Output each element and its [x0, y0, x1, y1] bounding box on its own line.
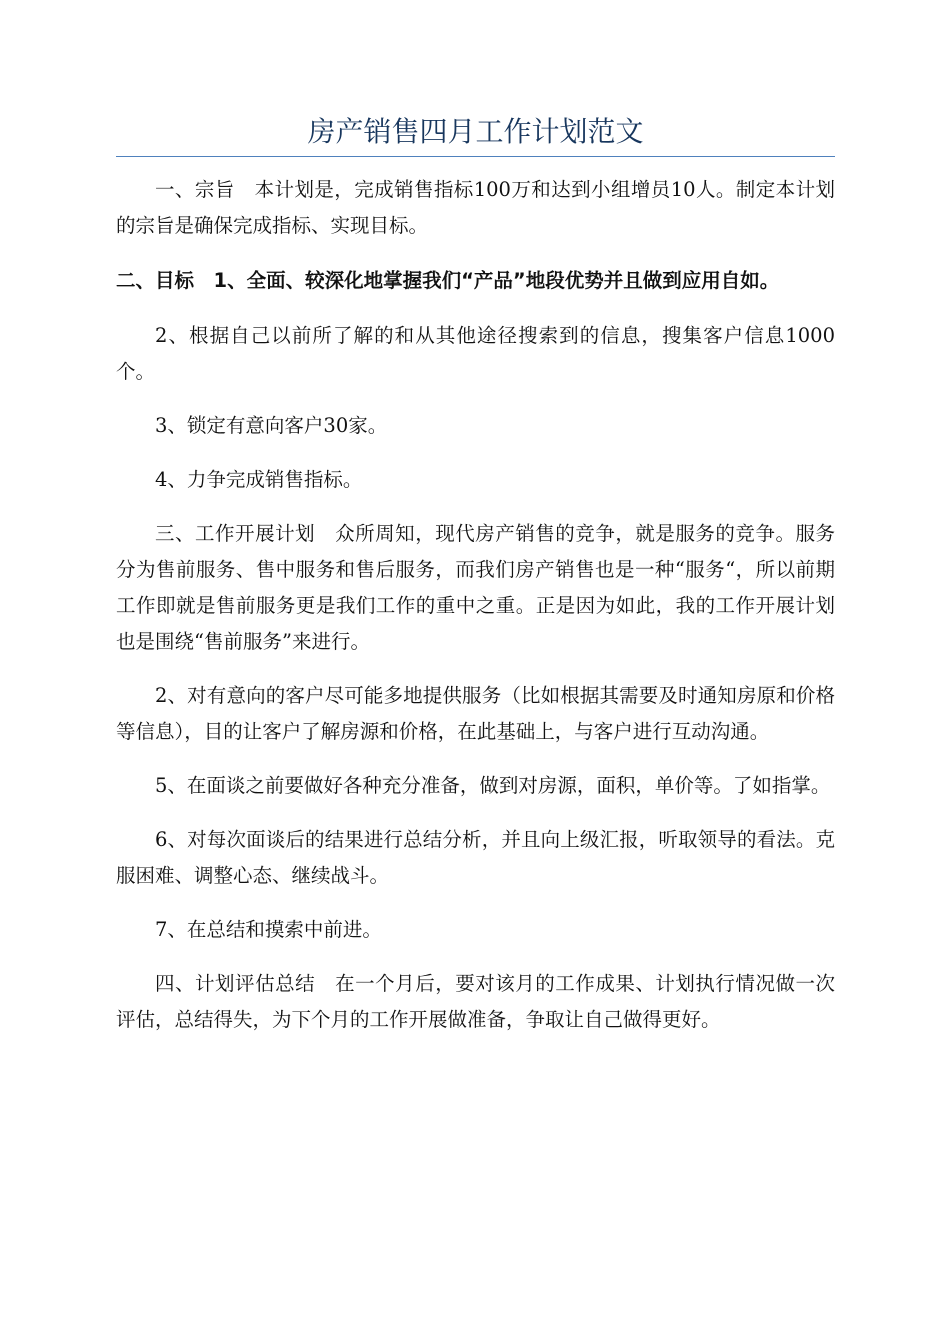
- paragraph-plan-2: 2、对有意向的客户尽可能多地提供服务（比如根据其需要及时通知房原和价格等信息），目的让客户了解房源和价格，在此基础上，与客户进行互动沟通。: [116, 684, 835, 743]
- paragraph-goal-4: 4、力争完成销售指标。: [155, 468, 363, 491]
- paragraph-goal-3: 3、锁定有意向客户30家。: [155, 414, 388, 437]
- paragraph-evaluation: 四、计划评估总结 在一个月后，要对该月的工作成果、计划执行情况做一次评估，总结得失，为下个月的工作开展做准备，争取让自己做得更好。: [116, 972, 835, 1031]
- paragraph-goal-2: 2、根据自己以前所了解的和从其他途径搜索到的信息，搜集客户信息1000个。: [116, 324, 835, 383]
- paragraph-work-plan: 三、工作开展计划 众所周知，现代房产销售的竞争，就是服务的竞争。服务分为售前服务、售中服务和售后服务，而我们房产销售也是一种“服务“，所以前期工作即就是售前服务更是我们工作的重中之重。正是因为如此，我的工作开展计划也是围绕“售前服务”来进行。: [116, 522, 835, 653]
- paragraph-plan-7: 7、在总结和摸索中前进。: [155, 918, 382, 941]
- paragraph-plan-5: 5、在面谈之前要做好各种充分准备，做到对房源，面积，单价等。了如指掌。: [155, 774, 831, 797]
- document-body: [116, 172, 835, 1056]
- title-block: [116, 112, 835, 157]
- page-title: 房产销售四月工作计划范文: [307, 115, 644, 148]
- paragraph-plan-6: 6、对每次面谈后的结果进行总结分析，并且向上级汇报，听取领导的看法。克服困难、调整心态、继续战斗。: [116, 828, 835, 887]
- paragraph-purpose: 一、宗旨 本计划是，完成销售指标100万和达到小组增员10人。制定本计划的宗旨是确保完成指标、实现目标。: [116, 178, 835, 237]
- paragraph-goals-heading: 二、目标 1、全面、较深化地掌握我们“产品”地段优势并且做到应用自如。: [116, 269, 780, 292]
